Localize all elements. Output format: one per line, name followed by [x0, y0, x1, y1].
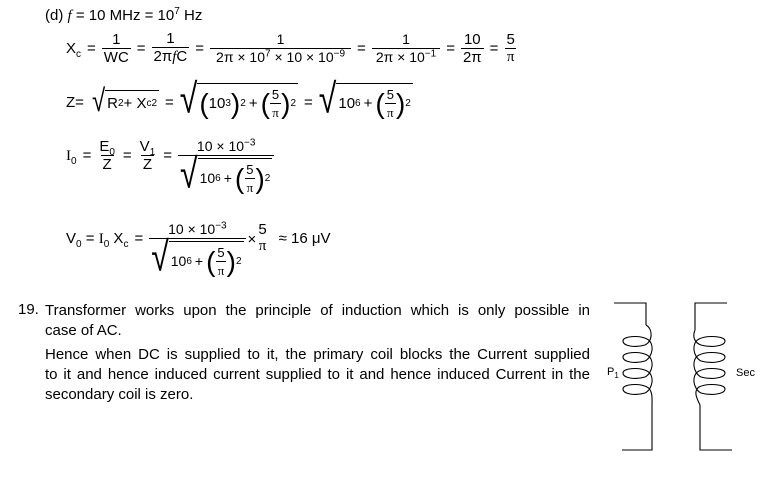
i-term-3: $10 \times 10^{-3}$ √ 10 6 + ( $\frac{5}{\pi}$ ) 2: [178, 138, 274, 196]
equals: =: [357, 39, 366, 57]
xc-term-4: $\frac{1}{2\pi \times 10^{-1}}$: [372, 31, 440, 66]
i-term-1: $\frac{E_0}{Z}$: [99, 138, 115, 173]
equals: =: [304, 93, 313, 111]
question-19-text: [45, 301, 590, 405]
q19-para2-line-1: Hence when DC is supplied to it, the primary coil blocks the Current supplied: [45, 346, 590, 363]
v-term-multiplier: 5 π: [258, 221, 267, 254]
part-d-heading: [45, 7, 202, 25]
v-equation: [66, 221, 331, 279]
frequency-symbol: f: [67, 8, 72, 24]
v-term-fraction: $10 \times 10^{-3}$ √ 10 6 + ( $\frac{5}{\pi}$ ) 2: [149, 221, 245, 279]
equals: =: [87, 39, 96, 57]
times-symbol: ×: [247, 231, 257, 248]
xc-lhs: $X_c$: [66, 39, 82, 60]
xc-equation: [66, 30, 517, 66]
v-result: ≈ 16 μV: [278, 230, 331, 247]
equals: =: [165, 93, 174, 111]
xc-term-6: $\frac{5}{\pi}$: [506, 30, 515, 65]
z-sqrt-3: √ 10 6 + ( $\frac{5}{\pi}$ ) 2: [318, 74, 411, 122]
frequency-exponent: 7: [174, 6, 180, 17]
xc-term-3: $\frac{1}{2\pi \times 10^7 \times 10 \times 10^{-9}}$: [210, 31, 351, 66]
equals: =: [122, 147, 132, 164]
part-label: (d): [45, 7, 64, 24]
equals: =: [136, 39, 146, 57]
xc-term-2: $\frac{1}{\text{2πfC}}$: [153, 30, 188, 65]
equals: =: [163, 147, 173, 164]
i-lhs: $I_0$: [66, 148, 77, 167]
q19-line-2: case of AC.: [45, 322, 122, 339]
question-number: 19.: [18, 301, 39, 318]
q19-line-1: Transformer works upon the principle of induction which is only possible in: [45, 302, 590, 319]
equals: =: [134, 230, 144, 247]
frequency-value: = 10 MHz = 10: [71, 7, 175, 24]
equals: =: [82, 147, 92, 164]
transformer-diagram: [595, 295, 762, 465]
i-equation: [66, 138, 274, 196]
q19-para2-line-3: secondary coil is zero.: [45, 386, 194, 403]
xc-term-5: $\frac{10}{2\pi}$: [462, 30, 482, 66]
xc-term-1: $\frac{1}{WC}$: [103, 30, 129, 66]
transformer-coils-icon: [595, 295, 762, 465]
z-lhs: Z=: [66, 93, 84, 111]
v-lhs: $V_0 = I_0$ $X_c$: [66, 230, 129, 250]
z-sqrt-1: √ R 2 + X c 2: [91, 83, 158, 119]
secondary-label: Sec: [736, 367, 755, 379]
i-term-2: $\frac{V_1}{Z}$: [139, 138, 156, 173]
z-equation: [66, 74, 413, 122]
primary-label: $P_1$: [607, 366, 619, 381]
z-sqrt-2: √ ( 10 3 ) 2 + ( $\frac{5}{\pi}$ ) 2: [179, 74, 297, 122]
equals: =: [489, 39, 499, 57]
equals: =: [195, 39, 205, 57]
equals: =: [446, 39, 455, 57]
frequency-unit: Hz: [179, 7, 203, 24]
q19-para2-line-2: to it and hence induced current supplied to it and hence induced Current in the: [45, 366, 590, 383]
